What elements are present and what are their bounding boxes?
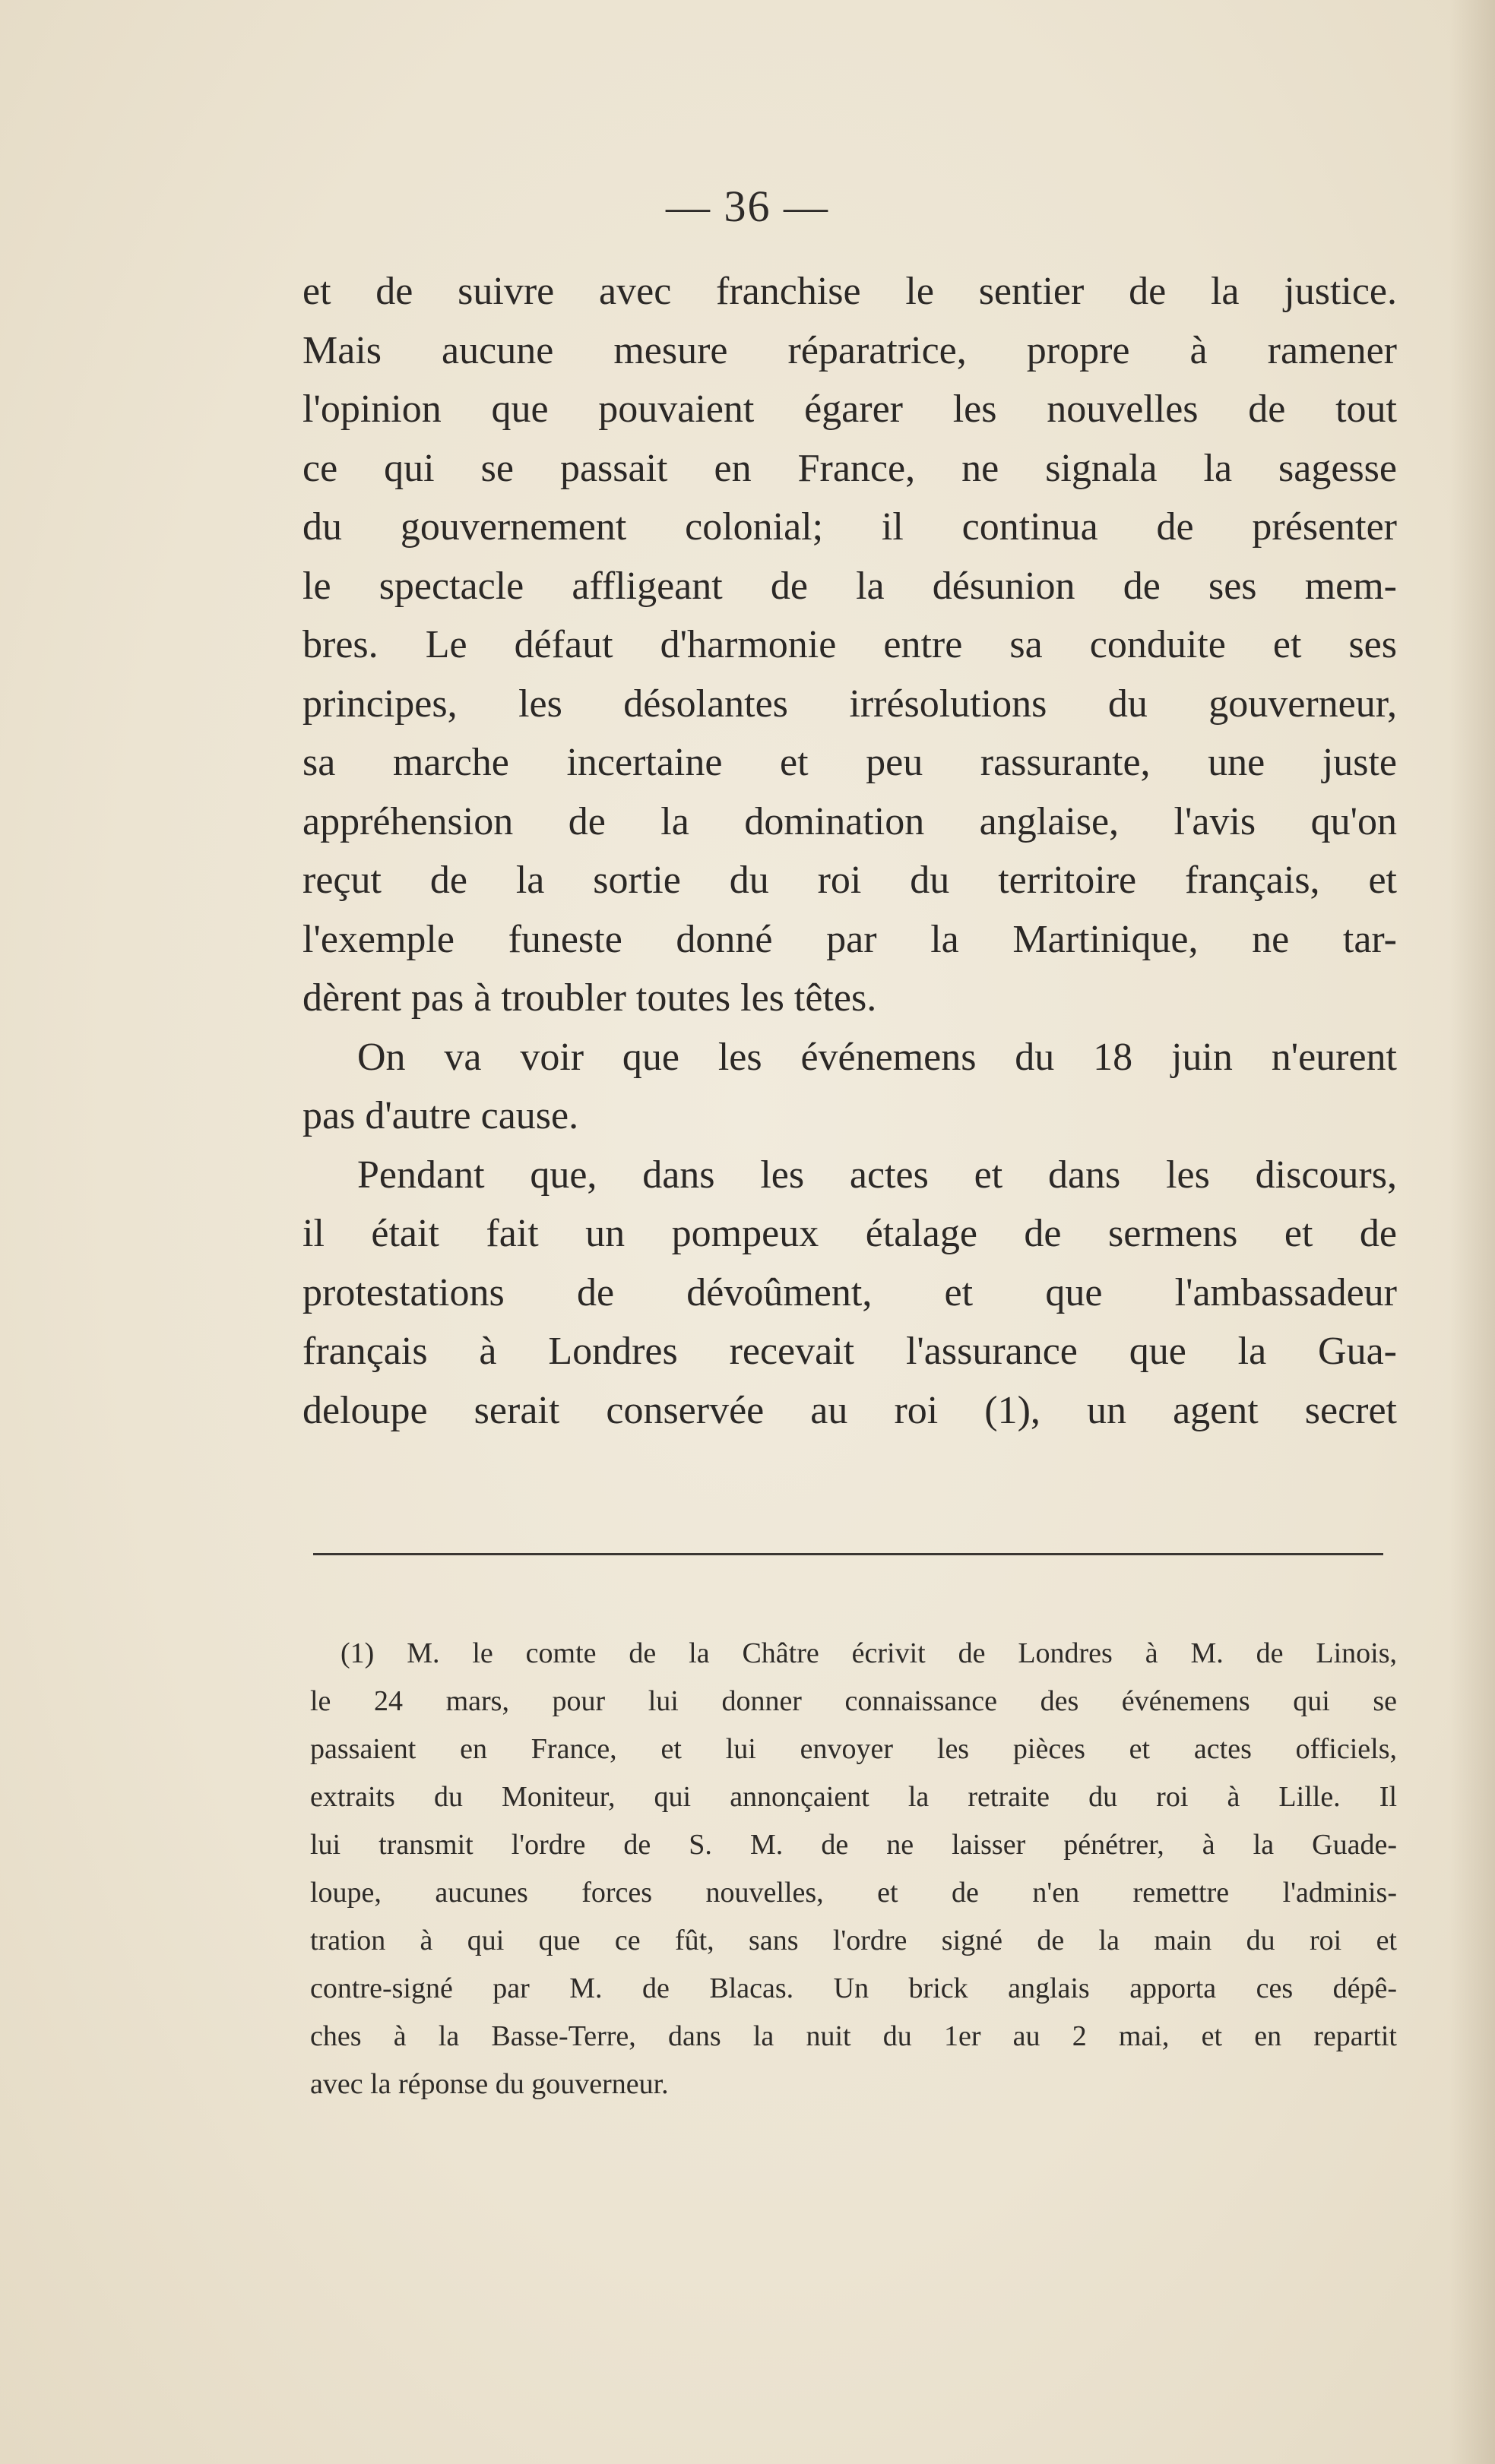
text-line: protestations de dévoûment, et que l'ambassadeur <box>302 1270 1397 1314</box>
main-text-block <box>302 262 1397 1440</box>
text-line: principes, les désolantes irrésolutions du gouverneur, <box>302 682 1397 726</box>
footnote-line: le 24 mars, pour lui donner connaissance des événemens qui se <box>310 1685 1397 1717</box>
page-number: — 36 — <box>666 182 829 231</box>
text-line: et de suivre avec franchise le sentier de la justice. <box>302 270 1397 313</box>
text-line: Mais aucune mesure réparatrice, propre à ramener <box>302 328 1397 372</box>
footnote-line: (1) M. le comte de la Châtre écrivit de Londres à M. de Linois, <box>340 1637 1397 1669</box>
text-line: pas d'autre cause. <box>302 1094 579 1137</box>
page-edge-shadow <box>1449 0 1495 2464</box>
footnote-line: avec la réponse du gouverneur. <box>310 2068 669 2100</box>
text-line: Pendant que, dans les actes et dans les discours, <box>357 1153 1397 1197</box>
text-line: deloupe serait conservée au roi (1), un agent secret <box>302 1388 1397 1432</box>
footnote-line: lui transmit l'ordre de S. M. de ne laisser pénétrer, à la Guade- <box>310 1829 1397 1861</box>
text-line: ce qui se passait en France, ne signala la sagesse <box>302 446 1397 490</box>
text-line: l'exemple funeste donné par la Martinique, ne tar- <box>302 917 1397 961</box>
text-line: français à Londres recevait l'assurance que la Gua- <box>302 1330 1397 1373</box>
text-line: l'opinion que pouvaient égarer les nouvelles de tout <box>302 387 1397 431</box>
text-line: du gouvernement colonial; il continua de présenter <box>302 505 1397 549</box>
footnote-block <box>310 1630 1397 2108</box>
text-line: le spectacle affligeant de la désunion de ses mem- <box>302 564 1397 608</box>
footnote-line: tration à qui que ce fût, sans l'ordre signé de la main du roi et <box>310 1925 1397 1956</box>
footnote-line: extraits du Moniteur, qui annonçaient la retraite du roi à Lille. Il <box>310 1781 1397 1813</box>
footnote-line: ches à la Basse-Terre, dans la nuit du 1er au 2 mai, et en repartit <box>310 2020 1397 2052</box>
text-line: On va voir que les événemens du 18 juin n'eurent <box>357 1035 1397 1079</box>
text-line: dèrent pas à troubler toutes les têtes. <box>302 976 877 1020</box>
footnote-line: passaient en France, et lui envoyer les pièces et actes officiels, <box>310 1733 1397 1765</box>
text-line: bres. Le défaut d'harmonie entre sa conduite et ses <box>302 623 1397 666</box>
footnote-divider <box>313 1553 1383 1555</box>
text-line: appréhension de la domination anglaise, l'avis qu'on <box>302 799 1397 843</box>
footnote-line: loupe, aucunes forces nouvelles, et de n'en remettre l'adminis- <box>310 1877 1397 1909</box>
text-line: il était fait un pompeux étalage de sermens et de <box>302 1212 1397 1255</box>
footnote-line: contre-signé par M. de Blacas. Un brick anglais apporta ces dépê- <box>310 1972 1397 2004</box>
text-line: sa marche incertaine et peu rassurante, une juste <box>302 741 1397 784</box>
text-line: reçut de la sortie du roi du territoire français, et <box>302 859 1397 902</box>
